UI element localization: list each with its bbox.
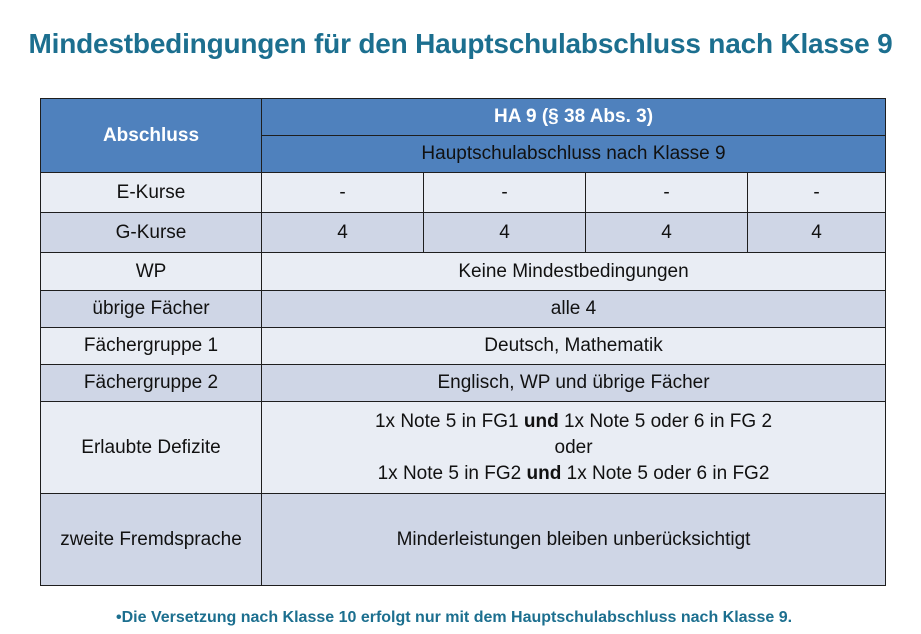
requirements-table [40, 98, 886, 586]
header-ha9-subtitle: Hauptschulabschluss nach Klasse 9 [262, 136, 886, 173]
table-cell: - [262, 173, 424, 213]
table-cell: Deutsch, Mathematik [262, 328, 886, 365]
table-cell: alle 4 [262, 291, 886, 328]
footnote: •Die Versetzung nach Klasse 10 erfolgt nur mit dem Hauptschulabschluss nach Klasse 9. [116, 609, 793, 626]
table-row-faechergruppe-2 [41, 365, 886, 402]
defizite-cell [262, 402, 886, 494]
table-row-e-kurse [41, 173, 886, 213]
table-cell: Minderleistungen bleiben unberücksichtigt [262, 494, 886, 586]
row-label: zweite Fremdsprache [41, 494, 262, 586]
defizite-line-3: 1x Note 5 in FG2 und 1x Note 5 oder 6 in FG2 [377, 462, 770, 484]
table-row-zweite-fremdsprache [41, 494, 886, 586]
table-row-erlaubte-defizite [41, 402, 886, 494]
row-label: Fächergruppe 1 [41, 328, 262, 365]
table-cell: Englisch, WP und übrige Fächer [262, 365, 886, 402]
row-label: G-Kurse [41, 213, 262, 253]
row-label: Fächergruppe 2 [41, 365, 262, 402]
table-cell: Keine Mindestbedingungen [262, 253, 886, 291]
table-cell: - [748, 173, 886, 213]
table-cell: - [424, 173, 586, 213]
row-label: Erlaubte Defizite [41, 402, 262, 494]
defizite-line-2: oder [554, 436, 593, 458]
row-label: übrige Fächer [41, 291, 262, 328]
defizite-line-1: 1x Note 5 in FG1 und 1x Note 5 oder 6 in FG 2 [374, 410, 773, 432]
page-title: Mindestbedingungen für den Hauptschulabschluss nach Klasse 9 [28, 28, 893, 59]
table-row-wp [41, 253, 886, 291]
row-label: E-Kurse [41, 173, 262, 213]
table-cell: 4 [262, 213, 424, 253]
table-row-g-kurse [41, 213, 886, 253]
header-ha9-title: HA 9 (§ 38 Abs. 3) [262, 99, 886, 136]
table-row-uebrige-faecher [41, 291, 886, 328]
header-row-1 [41, 99, 886, 136]
table-row-faechergruppe-1 [41, 328, 886, 365]
table-cell: 4 [748, 213, 886, 253]
table-cell: 4 [586, 213, 748, 253]
table-cell: - [586, 173, 748, 213]
header-abschluss: Abschluss [41, 99, 262, 173]
row-label: WP [41, 253, 262, 291]
table-cell: 4 [424, 213, 586, 253]
